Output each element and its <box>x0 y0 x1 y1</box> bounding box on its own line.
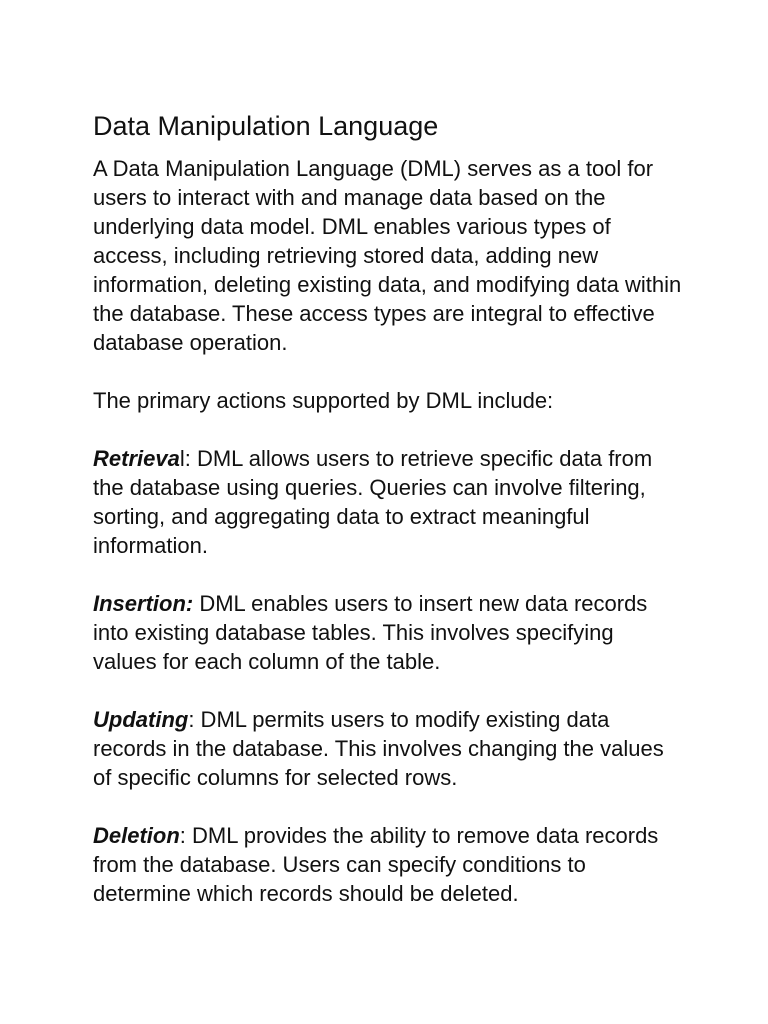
document-title: Data Manipulation Language <box>93 111 439 141</box>
primary-actions-paragraph: The primary actions supported by DML include: <box>93 388 554 413</box>
insertion-term: Insertion: <box>93 591 194 616</box>
document-page <box>93 108 683 908</box>
deletion-term: Deletion <box>93 823 180 848</box>
paragraph-gap <box>93 357 683 386</box>
retrieval-term: Retrieva <box>93 446 180 471</box>
deletion-text: : DML provides the ability to remove data records from the database. Users can specify conditions to determine which records should be deleted. <box>93 823 659 906</box>
updating-term: Updating <box>93 707 189 732</box>
deletion-paragraph <box>93 821 683 908</box>
paragraph-gap <box>93 560 683 589</box>
insertion-text: DML enables users to insert new data records into existing database tables. This involves specifying values for each column of the table. <box>93 591 648 674</box>
paragraph-gap <box>93 415 683 444</box>
updating-text: : DML permits users to modify existing data records in the database. This involves changing the values of specific columns for selected rows. <box>93 707 664 790</box>
paragraph-gap <box>93 792 683 821</box>
retrieval-text: : DML allows users to retrieve specific data from the database using queries. Queries can involve filtering, sorting, and aggregating data to extract meaningful information. <box>93 446 653 558</box>
updating-paragraph <box>93 705 683 792</box>
retrieval-term-suffix: l <box>179 446 185 471</box>
intro-paragraph: A Data Manipulation Language (DML) serves as a tool for users to interact with and manage data based on the underlying data model. DML enables various types of access, including retrieving stored data, adding new information, deleting existing data, and modifying data within the database. These access types are integral to effective database operation. <box>93 156 682 355</box>
retrieval-paragraph <box>93 444 683 560</box>
insertion-paragraph <box>93 589 683 676</box>
paragraph-gap <box>93 676 683 705</box>
